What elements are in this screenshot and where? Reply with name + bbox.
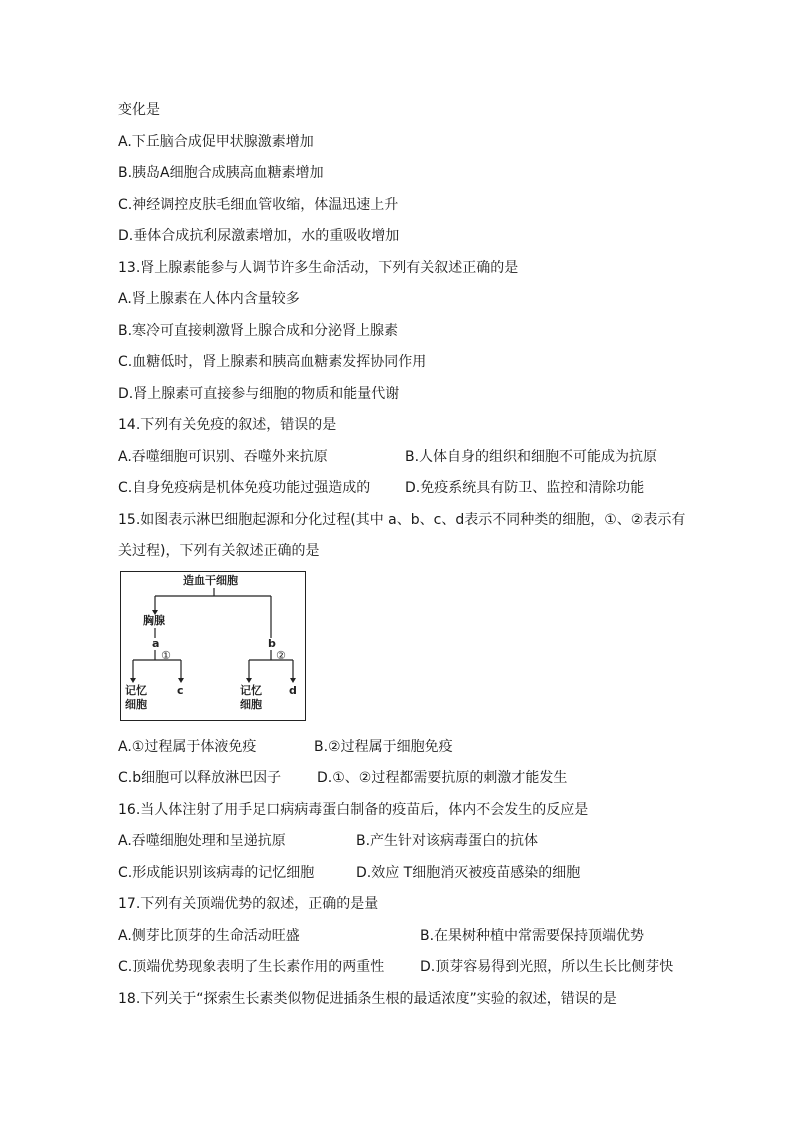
q13-option-d: D.肾上腺素可直接参与细胞的物质和能量代谢 bbox=[118, 386, 400, 402]
question-13: 13.肾上腺素能参与人调节许多生命活动，下列有关叙述正确的是 bbox=[118, 260, 519, 276]
question-15: 15.如图表示淋巴细胞起源和分化过程(其中 a、b、c、d表示不同种类的细胞，①、②表示有 bbox=[118, 512, 686, 528]
q17-option-c: C.顶端优势现象表明了生长素作用的两重性 bbox=[118, 959, 385, 975]
question-18: 18.下列关于“探索生长素类似物促进插条生根的最适浓度”实验的叙述，错误的是 bbox=[118, 991, 617, 1007]
q16-option-d: D.效应 T细胞消灭被疫苗感染的细胞 bbox=[356, 865, 581, 881]
question-15-cont: 关过程)，下列有关叙述正确的是 bbox=[118, 543, 320, 559]
option-c: C.神经调控皮肤毛细血管收缩，体温迅速上升 bbox=[118, 197, 399, 213]
q13-option-c: C.血糖低时，肾上腺素和胰高血糖素发挥协同作用 bbox=[118, 354, 427, 370]
q16-option-c: C.形成能识别该病毒的记忆细胞 bbox=[118, 865, 315, 881]
q14-option-a: A.吞噬细胞可识别、吞噬外来抗原 bbox=[118, 449, 328, 465]
q16-option-b: B.产生针对该病毒蛋白的抗体 bbox=[356, 833, 539, 849]
q17-option-d: D.顶芽容易得到光照，所以生长比侧芽快 bbox=[420, 959, 674, 975]
q17-option-a: A.侧芽比顶芽的生命活动旺盛 bbox=[118, 928, 300, 944]
q15-option-b: B.②过程属于细胞免疫 bbox=[314, 739, 453, 755]
q13-option-a: A.肾上腺素在人体内含量较多 bbox=[118, 291, 300, 307]
q13-option-b: B.寒冷可直接刺激肾上腺合成和分泌肾上腺素 bbox=[118, 323, 399, 339]
q15-option-c: C.b细胞可以释放淋巴因子 bbox=[118, 770, 282, 786]
option-b: B.胰岛A细胞合成胰高血糖素增加 bbox=[118, 165, 324, 181]
question-16: 16.当人体注射了用手足口病病毒蛋白制备的疫苗后，体内不会发生的反应是 bbox=[118, 802, 589, 818]
memory-cell-2-label-bottom: 细胞 bbox=[240, 698, 262, 711]
diagram-lines bbox=[121, 572, 307, 722]
lymphocyte-diagram bbox=[120, 571, 306, 721]
process-1-label: ① bbox=[161, 649, 171, 662]
thymus-label: 胸腺 bbox=[143, 614, 165, 627]
process-2-label: ② bbox=[276, 649, 286, 662]
question-17: 17.下列有关顶端优势的叙述，正确的是量 bbox=[118, 896, 379, 912]
option-d: D.垂体合成抗利尿激素增加，水的重吸收增加 bbox=[118, 228, 400, 244]
q14-option-d: D.免疫系统具有防卫、监控和清除功能 bbox=[405, 480, 645, 496]
option-a: A.下丘脑合成促甲状腺激素增加 bbox=[118, 134, 314, 150]
cell-a-label: a bbox=[152, 637, 160, 650]
text-line: 变化是 bbox=[118, 102, 160, 118]
q15-option-d: D.①、②过程都需要抗原的刺激才能发生 bbox=[317, 770, 568, 786]
cell-d-label: d bbox=[289, 684, 297, 697]
memory-cell-1-label-top: 记忆 bbox=[125, 684, 147, 697]
memory-cell-1-label-bottom: 细胞 bbox=[125, 698, 147, 711]
cell-b-label: b bbox=[268, 637, 276, 650]
question-14: 14.下列有关免疫的叙述，错误的是 bbox=[118, 417, 337, 433]
q15-option-a: A.①过程属于体液免疫 bbox=[118, 739, 257, 755]
hematopoietic-stem-cell-label: 造血干细胞 bbox=[183, 574, 238, 587]
q14-option-c: C.自身免疫病是机体免疫功能过强造成的 bbox=[118, 480, 371, 496]
q14-option-b: B.人体自身的组织和细胞不可能成为抗原 bbox=[405, 449, 658, 465]
q16-option-a: A.吞噬细胞处理和呈递抗原 bbox=[118, 833, 286, 849]
memory-cell-2-label-top: 记忆 bbox=[240, 684, 262, 697]
cell-c-label: c bbox=[177, 684, 184, 697]
q17-option-b: B.在果树种植中常需要保持顶端优势 bbox=[420, 928, 645, 944]
